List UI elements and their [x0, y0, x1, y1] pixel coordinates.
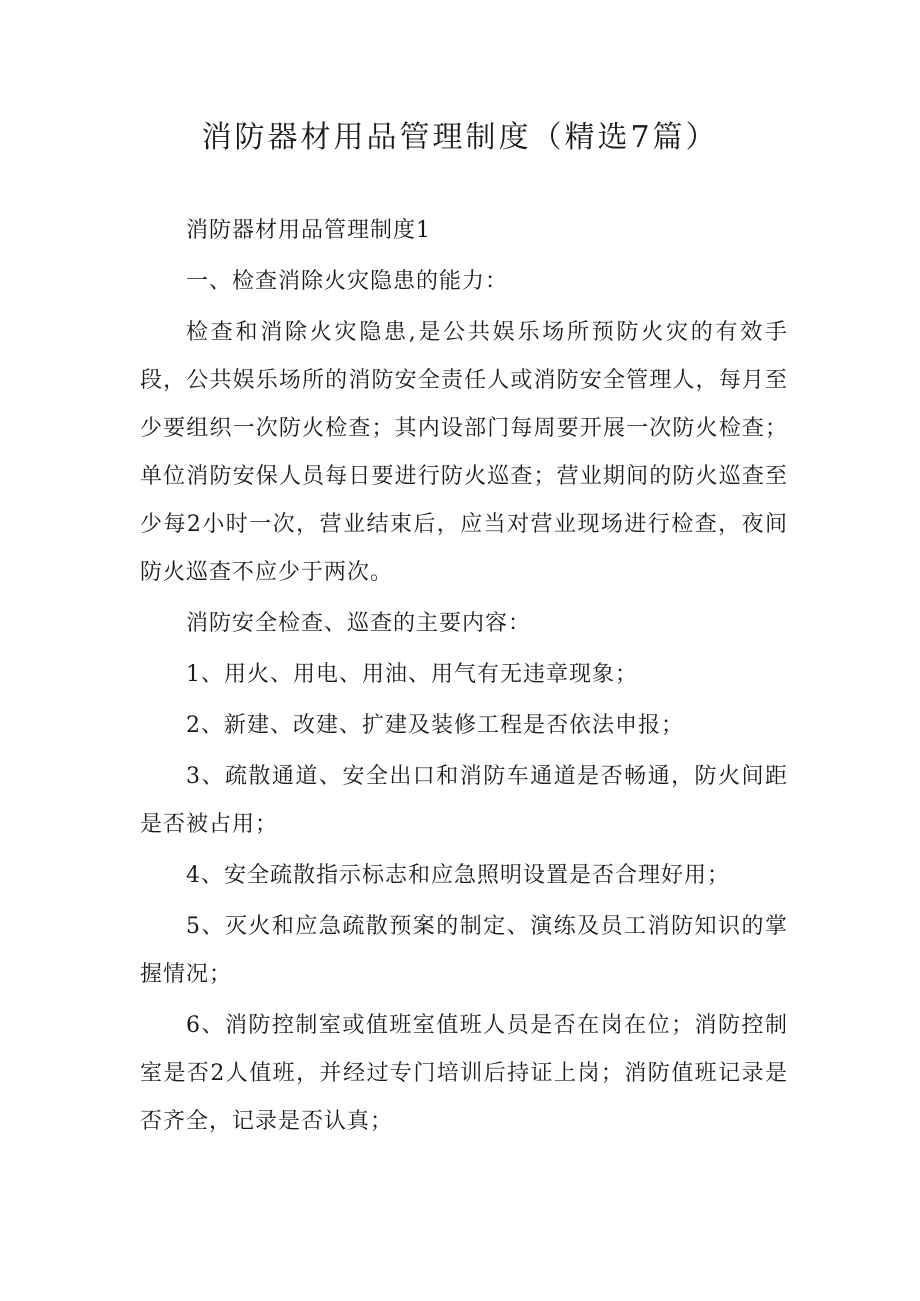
list-item: 3、疏散通道、安全出口和消防车通道是否畅通，防火间距是否被占用；: [140, 764, 788, 837]
body-paragraph: 消防安全检查、巡查的主要内容：: [186, 611, 532, 636]
document-body: [140, 207, 788, 1149]
document-title: 消防器材用品管理制度（精选7篇）: [201, 120, 719, 155]
subsection-heading: 一、检查消除火灾隐患的能力：: [186, 269, 509, 294]
list-item: 4、安全疏散指示标志和应急照明设置是否合理好用；: [186, 863, 730, 888]
list-item: 5、灭火和应急疏散预案的制定、演练及员工消防知识的掌握情况；: [140, 914, 788, 987]
list-item: 2、新建、改建、扩建及装修工程是否依法申报；: [186, 713, 684, 738]
section-heading: 消防器材用品管理制度1: [186, 218, 431, 243]
list-item: 1、用火、用电、用油、用气有无违章现象；: [186, 662, 638, 687]
list-item: 6、消防控制室或值班室值班人员是否在岗在位；消防控制室是否2人值班，并经过专门培训后持证上岗；消防值班记录是否齐全，记录是否认真；: [140, 1013, 788, 1134]
body-paragraph: 检查和消除火灾隐患,是公共娱乐场所预防火灾的有效手段，公共娱乐场所的消防安全责任人或消防安全管理人，每月至少要组织一次防火检查；其内设部门每周要开展一次防火检查；单位消防安保人员每日要进行防火巡查；营业期间的防火巡查至少每2小时一次，营业结束后，应当对营业现场进行检查，夜间防火巡查不应少于两次。: [140, 320, 788, 585]
